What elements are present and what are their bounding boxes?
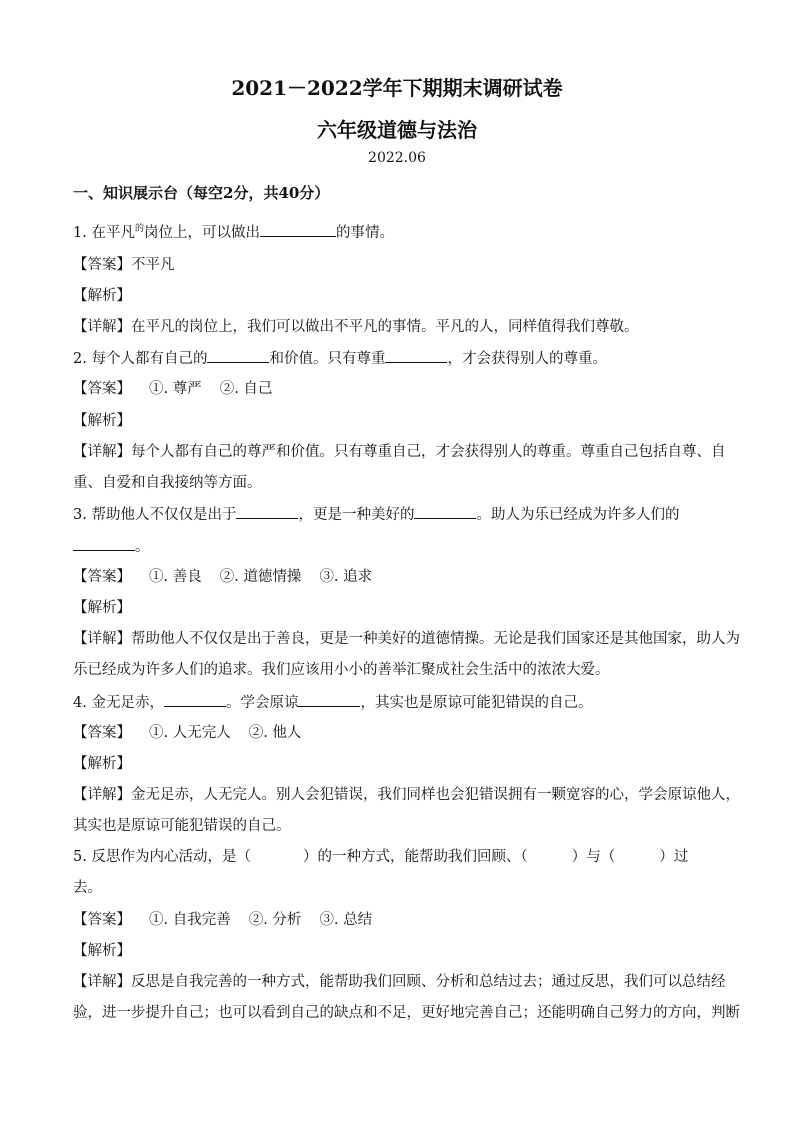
q3-text-end: 。 <box>135 539 150 555</box>
q3-answer-3: ③. 追求 <box>319 569 373 585</box>
answer-label: 【答案】 <box>73 257 131 273</box>
exam-subtitle: 六年级道德与法治 <box>317 118 477 142</box>
q3-detail-row-1 <box>73 629 740 649</box>
analysis-label: 【解析】 <box>73 756 131 772</box>
q2-answer-row <box>73 379 723 399</box>
detail-label: 【详解】 <box>73 787 131 803</box>
question-1 <box>73 219 723 243</box>
question-4 <box>73 692 723 713</box>
q1-detail-row <box>73 317 723 337</box>
q1-blank <box>260 222 336 237</box>
q4-detail-row-2 <box>73 816 723 836</box>
q5-answer-row <box>73 910 723 930</box>
q4-analysis-row <box>73 754 723 774</box>
q4-text-post: ，其实也是原谅可能犯错误的自己。 <box>360 695 593 711</box>
q3-answer-1: ①. 善良 <box>149 569 202 585</box>
q1-text-pre: 1. 在平凡 <box>73 224 135 241</box>
q2-blank-2 <box>385 348 447 363</box>
q2-detail-row-2 <box>73 473 723 493</box>
q3-analysis-row <box>73 598 723 618</box>
q4-text-mid: 。学会原谅 <box>225 695 299 711</box>
q3-answer-2: ②. 道德情操 <box>219 569 302 585</box>
q5-answer-2: ②. 分析 <box>248 912 302 928</box>
q3-text-post: 。助人为乐已经成为许多人们的 <box>476 507 680 523</box>
q1-analysis-row <box>73 286 723 306</box>
q1-text-post: 的事情。 <box>335 224 394 241</box>
q4-answer-row <box>73 723 723 743</box>
question-3 <box>73 504 723 525</box>
q2-detail-1: 每个人都有自己的尊严和价值。只有尊重自己，才会获得别人的尊重。尊重自己包括自尊、自 <box>131 444 726 460</box>
q4-detail-1: 金无足赤，人无完人。别人会犯错误，我们同样也会犯错误拥有一颗宽容的心，学会原谅他人， <box>131 787 740 803</box>
q3-blank-2 <box>414 504 476 519</box>
q2-answer-1: ①. 尊严 <box>149 381 202 397</box>
q1-text-mid: 岗位上，可以做出 <box>143 224 260 241</box>
detail-label: 【详解】 <box>73 974 131 990</box>
question-2 <box>73 348 723 369</box>
analysis-label: 【解析】 <box>73 600 131 616</box>
q2-detail-2: 重、自爱和自我接纳等方面。 <box>73 475 262 491</box>
q5-detail-2: 验，进一步提升自己；也可以看到自己的缺点和不足，更好地完善自己；还能明确自己努力的方向，判断 <box>73 1005 740 1021</box>
q3-blank-1 <box>236 504 298 519</box>
answer-label: 【答案】 <box>73 569 131 585</box>
detail-label: 【详解】 <box>73 631 131 647</box>
q5-answer-1: ①. 自我完善 <box>149 912 231 928</box>
q1-answer: 不平凡 <box>131 257 175 273</box>
exam-date: 2022.06 <box>368 150 426 166</box>
detail-label: 【详解】 <box>73 444 131 460</box>
q4-detail-row-1 <box>73 785 740 805</box>
answer-label: 【答案】 <box>73 912 131 928</box>
q4-detail-2: 其实也是原谅可能犯错误的自己。 <box>73 818 291 834</box>
q2-answer-2: ②. 自己 <box>219 381 273 397</box>
q3-detail-row-2 <box>73 660 723 680</box>
section-heading: 一、知识展示台（每空2分，共40分） <box>73 184 330 202</box>
q2-text-pre: 2. 每个人都有自己的 <box>73 351 208 367</box>
q5-detail-1: 反思是自我完善的一种方式，能帮助我们回顾、分析和总结过去；通过反思，我们可以总结经 <box>131 974 726 990</box>
q4-answer-1: ①. 人无完人 <box>149 725 231 741</box>
analysis-label: 【解析】 <box>73 943 131 959</box>
q2-analysis-row <box>73 411 723 431</box>
question-3-cont <box>73 536 723 557</box>
q5-text-mid1: ）的一种方式，能帮助我们回顾、（ <box>302 849 528 865</box>
q3-detail-1: 帮助他人不仅仅是出于善良，更是一种美好的道德情操。无论是我们国家还是其他国家，助人为 <box>131 631 740 647</box>
q2-text-mid: 和价值。只有尊重 <box>269 351 386 367</box>
answer-label: 【答案】 <box>73 381 131 397</box>
answer-label: 【答案】 <box>73 725 131 741</box>
q1-detail: 在平凡的岗位上，我们可以做出不平凡的事情。平凡的人，同样值得我们尊敬。 <box>131 319 639 335</box>
q4-answer-2: ②. 他人 <box>248 725 302 741</box>
q5-analysis-row <box>73 941 723 961</box>
q3-detail-2: 乐已经成为许多人们的追求。我们应该用小小的善举汇聚成社会生活中的浓浓大爱。 <box>73 662 610 678</box>
q4-blank-1 <box>164 692 226 707</box>
exam-title: 2021－2022学年下期期末调研试卷 <box>231 76 563 100</box>
q4-text-pre: 4. 金无足赤， <box>73 695 164 711</box>
q3-blank-3 <box>73 536 135 551</box>
analysis-label: 【解析】 <box>73 413 131 429</box>
q5-text-mid2: ）与（ <box>571 849 616 865</box>
q2-text-post: ，才会获得别人的尊重。 <box>447 351 607 367</box>
question-5-cont <box>73 878 723 898</box>
q5-text-post: ）过 <box>659 849 689 865</box>
q5-text-line2: 去。 <box>73 880 102 896</box>
q2-blank-1 <box>207 348 269 363</box>
analysis-label: 【解析】 <box>73 288 131 304</box>
q3-text-pre: 3. 帮助他人不仅仅是出于 <box>73 507 237 523</box>
q2-detail-row-1 <box>73 442 726 462</box>
q1-superscript: 的 <box>134 224 144 234</box>
q5-text-pre: 5. 反思作为内心活动，是（ <box>73 849 251 865</box>
question-5 <box>73 847 723 867</box>
q3-text-mid: ，更是一种美好的 <box>298 507 415 523</box>
q4-blank-2 <box>298 692 360 707</box>
q5-detail-row-1 <box>73 972 726 992</box>
q1-answer-row <box>73 255 723 275</box>
detail-label: 【详解】 <box>73 319 131 335</box>
q5-answer-3: ③. 总结 <box>319 912 373 928</box>
q3-answer-row <box>73 567 723 587</box>
q5-detail-row-2 <box>73 1003 740 1023</box>
